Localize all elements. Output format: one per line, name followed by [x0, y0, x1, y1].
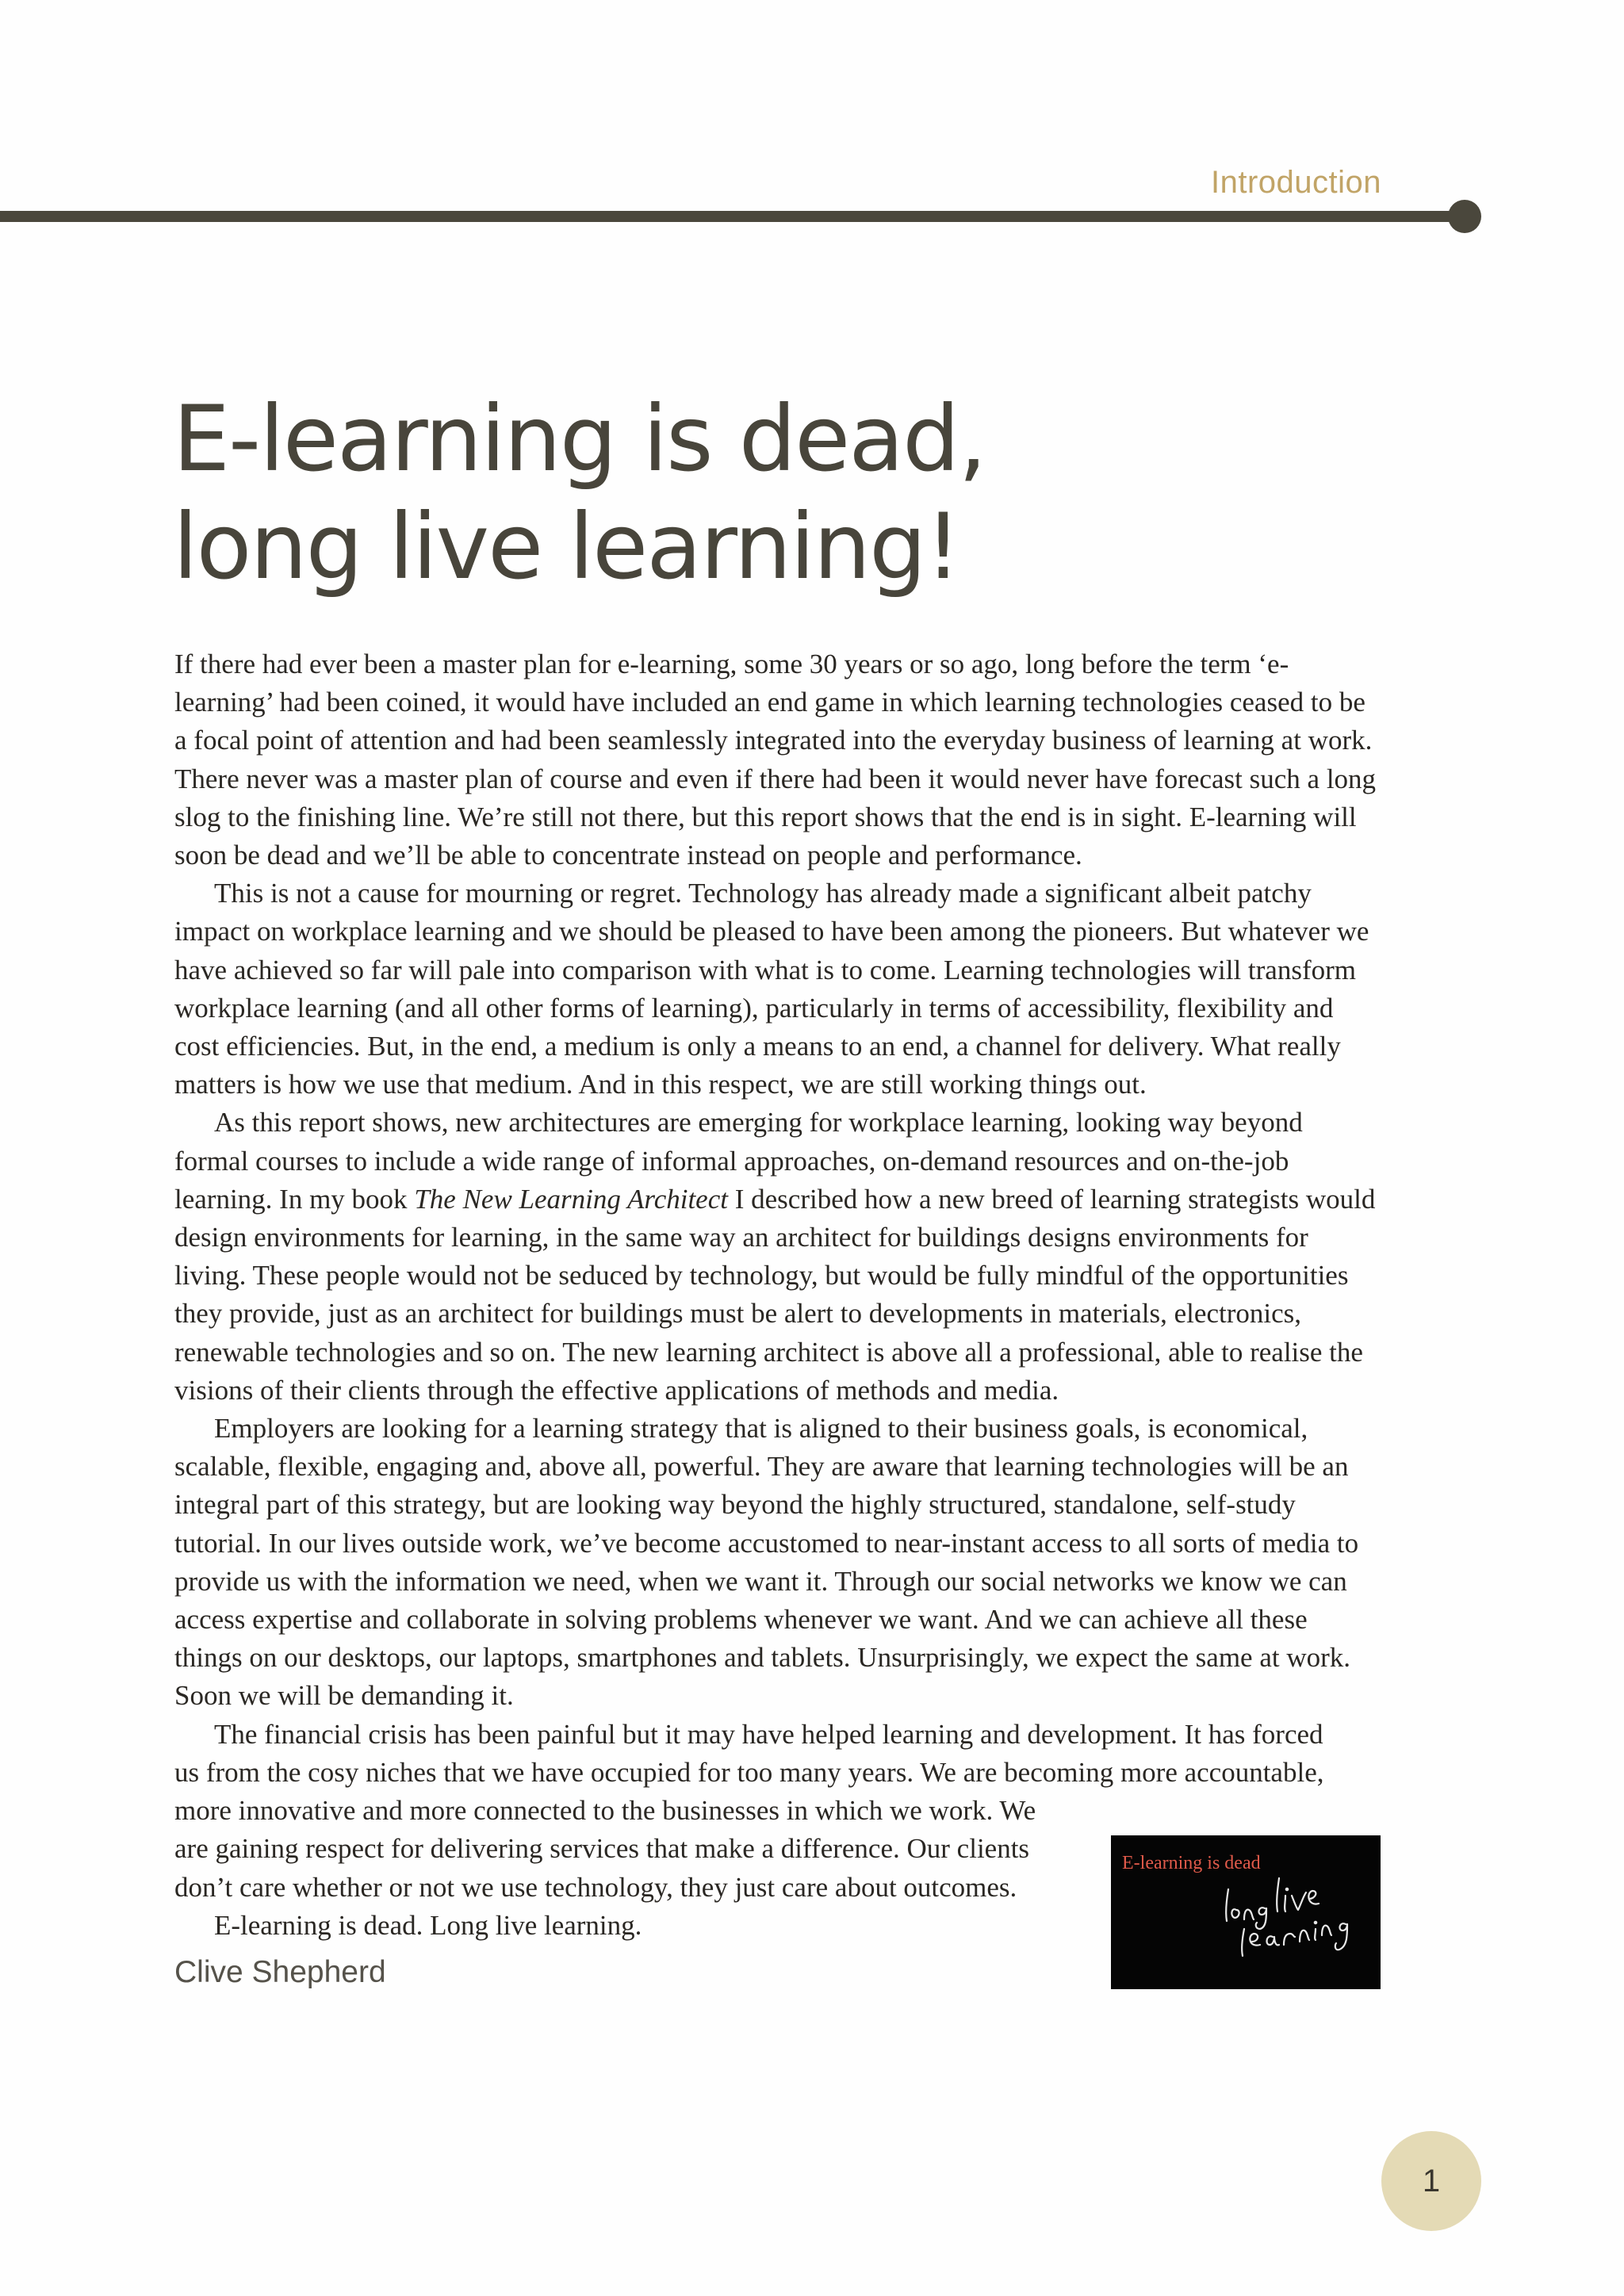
paragraph-1: If there had ever been a master plan for e-learning, some 30 years or so ago, long before the term ‘e-learning’ had been coined, it would have included an end game in which learning technologies ceased to be a focal point of attention and had been seamlessly integrated into the everyday business of learning at work. There never was a master plan of course and even if there had been it would never have forecast such a long slog to the finishing line. We’re still not there, but this report shows that the end is in sight. E-learning will soon be dead and we’ll be able to concentrate instead on people and performance.	[174, 649, 1377, 871]
page-number-badge	[1381, 2131, 1481, 2231]
header-rule-end-dot	[1448, 200, 1481, 233]
book-title: The New Learning Architect	[414, 1183, 728, 1215]
paragraph-3-text-a: As this report shows, new architectures are emerging for workplace learning, looking way beyond formal courses to include a wide range of informal approaches, on-demand resources and on-the-job learning. In my book	[174, 1107, 1303, 1215]
page-title-line-1: E-learning is dead,	[173, 386, 986, 492]
page-title-line-2: long live learning!	[173, 494, 960, 599]
page-title	[173, 385, 986, 601]
page-number: 1	[1422, 2163, 1441, 2198]
section-label: Introduction	[1210, 165, 1381, 200]
paragraph-5-line-4: are gaining respect for delivering services that make a difference. Our clients	[174, 1833, 1030, 1865]
chalkboard-illustration	[1111, 1835, 1381, 1989]
paragraph-5-line-3: more innovative and more connected to the businesses in which we work. We	[174, 1795, 1036, 1827]
article-body	[174, 645, 1380, 1945]
paragraph-5-line-2: us from the cosy niches that we have occupied for too many years. We are becoming more accountable,	[174, 1756, 1324, 1788]
paragraph-2: This is not a cause for mourning or regret. Technology has already made a significant albeit patchy impact on workplace learning and we should be pleased to have been among the pioneers. But whatever we have achieved so far will pale into comparison with what is to come. Learning technologies will transform workplace learning (and all other forms of learning), particularly in terms of accessibility, flexibility and cost efficiencies. But, in the end, a medium is only a means to an end, a channel for delivery. What really matters is how we use that medium. And in this respect, we are still working things out.	[174, 878, 1369, 1100]
paragraph-5-line-1: The financial crisis has been painful but it may have helped learning and development. It has forced	[214, 1718, 1323, 1750]
author-name: Clive Shepherd	[174, 1955, 386, 1989]
handwriting-scribble-icon	[1111, 1835, 1381, 1989]
paragraph-5-line-5: don’t care whether or not we use technology, they just care about outcomes.	[174, 1871, 1017, 1903]
paragraph-3-text-b: I described how a new breed of learning strategists would design environments for learning, in the same way an architect for buildings designs environments for living. These people would not be seduced by technology, but would be fully mindful of the opportunities they provide, just as an architect for buildings must be alert to developments in materials, electronics, renewable technologies and so on. The new learning architect is above all a professional, able to realise the visions of their clients through the effective applications of methods and media.	[174, 1183, 1376, 1406]
paragraph-6: E-learning is dead. Long live learning.	[214, 1909, 642, 1941]
header-rule	[0, 211, 1463, 222]
illustration-caption: E-learning is dead	[1122, 1853, 1261, 1873]
paragraph-3	[174, 1104, 1380, 1410]
paragraph-4: Employers are looking for a learning strategy that is aligned to their business goals, is economical, scalable, flexible, engaging and, above all, powerful. They are aware that learning technologies will be an integral part of this strategy, but are looking way beyond the highly structured, standalone, self-study tutorial. In our lives outside work, we’ve become accustomed to near-instant access to all sorts of media to provide us with the information we need, when we want it. Through our social networks we know we can access expertise and collaborate in solving problems whenever we want. And we can achieve all these things on our desktops, our laptops, smartphones and tablets. Unsurprisingly, we expect the same at work. Soon we will be demanding it.	[174, 1413, 1359, 1712]
